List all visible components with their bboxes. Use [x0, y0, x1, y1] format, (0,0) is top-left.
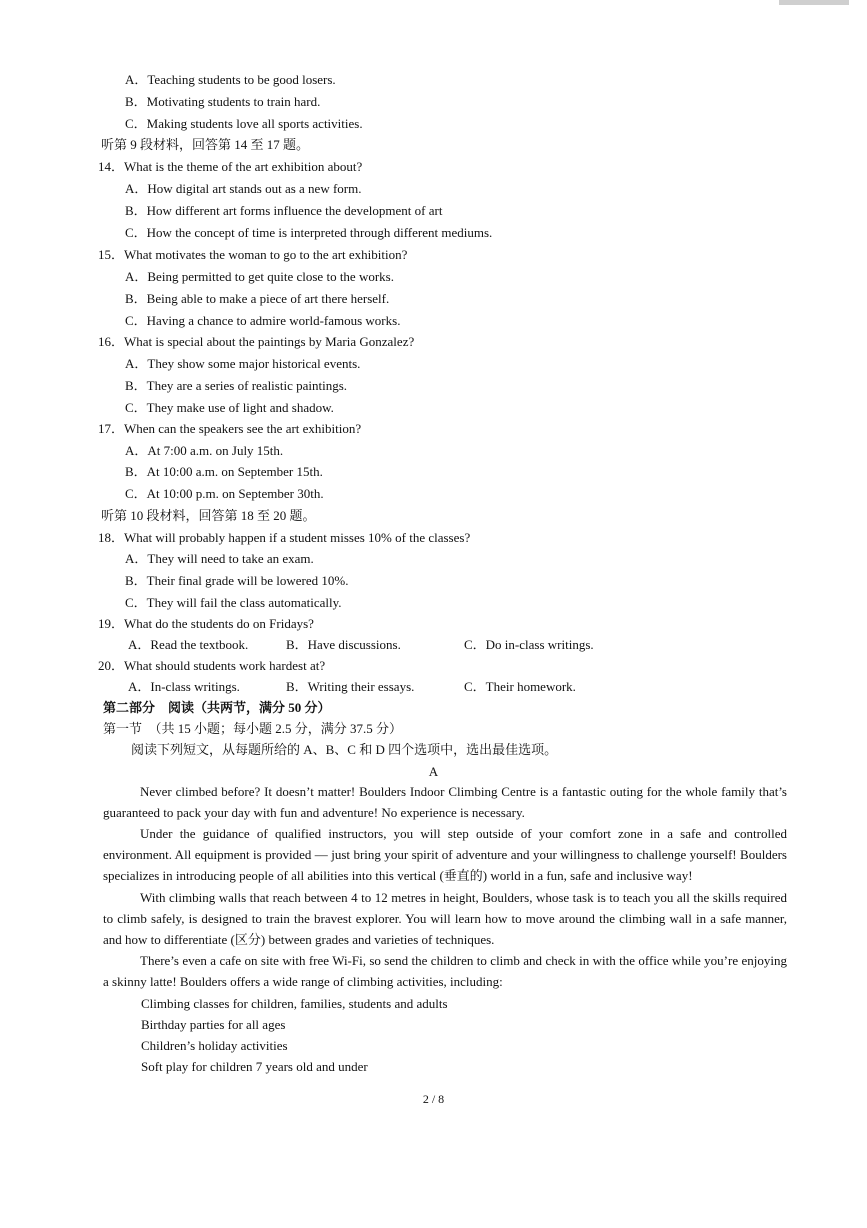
q19-option-a: A．Read the textbook. — [128, 637, 249, 652]
part2-section1: 第一节 （共 15 小题；每小题 2.5 分，满分 37.5 分） — [103, 721, 403, 736]
q15-option-b: B．Being able to make a piece of art there herself. — [125, 291, 390, 306]
activity-list-item: Children’s holiday activities — [141, 1038, 288, 1053]
section10-header: 听第 10 段材料，回答第 18 至 20 题。 — [101, 508, 316, 523]
q16-stem: 16．What is special about the paintings by Maria Gonzalez? — [98, 334, 415, 349]
q18-option-b: B．Their final grade will be lowered 10%. — [125, 573, 349, 588]
passage-paragraph-1: Never climbed before? It doesn’t matter! Boulders Indoor Climbing Centre is a fantastic outing for the whole family that’s guaranteed to pack your day with fun and adventure! No experience is necessary. — [103, 784, 787, 821]
q14-option-a: A．How digital art stands out as a new form. — [125, 181, 362, 196]
q19-option-b: B．Have discussions. — [286, 637, 401, 652]
q14-stem: 14．What is the theme of the art exhibition about? — [98, 159, 363, 174]
activity-list-item: Climbing classes for children, families, students and adults — [141, 996, 448, 1011]
part2-title: 第二部分 阅读（共两节，满分 50 分） — [103, 700, 331, 715]
q19-option-c: C．Do in-class writings. — [464, 637, 594, 652]
q15-option-a: A．Being permitted to get quite close to the works. — [125, 269, 394, 284]
activity-list-item: Soft play for children 7 years old and under — [141, 1059, 368, 1074]
passage-paragraph-3: With climbing walls that reach between 4 to 12 metres in height, Boulders, whose task is to teach you all the skills required to climb safely, is designed to train the bravest explorer. You will learn how to move around the climbing wall in a safe manner, and how to differentiate (区分) between grades and varieties of techniques. — [103, 890, 787, 948]
section9-header: 听第 9 段材料，回答第 14 至 17 题。 — [101, 137, 310, 152]
q20-option-a: A．In-class writings. — [128, 679, 240, 694]
q17-stem: 17．When can the speakers see the art exhibition? — [98, 421, 362, 436]
q13-option-a: A．Teaching students to be good losers. — [125, 72, 336, 87]
passage-label: A — [428, 764, 439, 779]
q20-stem: 20．What should students work hardest at? — [98, 658, 326, 673]
q16-option-c: C．They make use of light and shadow. — [125, 400, 334, 415]
q16-option-b: B．They are a series of realistic paintings. — [125, 378, 348, 393]
activity-list-item: Birthday parties for all ages — [141, 1017, 286, 1032]
q17-option-c: C．At 10:00 p.m. on September 30th. — [125, 486, 324, 501]
part2-instruction: 阅读下列短文，从每题所给的 A、B、C 和 D 四个选项中，选出最佳选项。 — [131, 742, 558, 757]
q15-option-c: C．Having a chance to admire world-famous works. — [125, 313, 401, 328]
q18-option-a: A．They will need to take an exam. — [125, 551, 314, 566]
passage-paragraph-4: There’s even a cafe on site with free Wi-Fi, so send the children to climb and check in with the office while you’re enjoying a skinny latte! Boulders offers a wide range of climbing activities, including: — [103, 953, 787, 990]
q15-stem: 15．What motivates the woman to go to the art exhibition? — [98, 247, 408, 262]
q18-option-c: C．They will fail the class automatically. — [125, 595, 342, 610]
q14-option-c: C．How the concept of time is interpreted through different mediums. — [125, 225, 493, 240]
q16-option-a: A．They show some major historical events. — [125, 356, 361, 371]
q13-option-b: B．Motivating students to train hard. — [125, 94, 321, 109]
page-number: 2 / 8 — [422, 1092, 445, 1106]
scan-smudge — [779, 0, 849, 5]
q20-option-b: B．Writing their essays. — [286, 679, 415, 694]
q13-option-c: C．Making students love all sports activities. — [125, 116, 363, 131]
q17-option-b: B．At 10:00 a.m. on September 15th. — [125, 464, 323, 479]
q14-option-b: B．How different art forms influence the development of art — [125, 203, 443, 218]
passage-paragraph-2: Under the guidance of qualified instructors, you will step outside of your comfort zone in a safe and controlled environment. All equipment is provided — just bring your spirit of adventure and your willingness to challenge yourself! Boulders specializes in introducing people of all abilities into this vertical (垂直的) world in a fun, safe and inclusive way! — [103, 826, 787, 884]
q20-option-c: C．Their homework. — [464, 679, 576, 694]
q17-option-a: A．At 7:00 a.m. on July 15th. — [125, 443, 284, 458]
q19-stem: 19．What do the students do on Fridays? — [98, 616, 314, 631]
q18-stem: 18．What will probably happen if a student misses 10% of the classes? — [98, 530, 471, 545]
